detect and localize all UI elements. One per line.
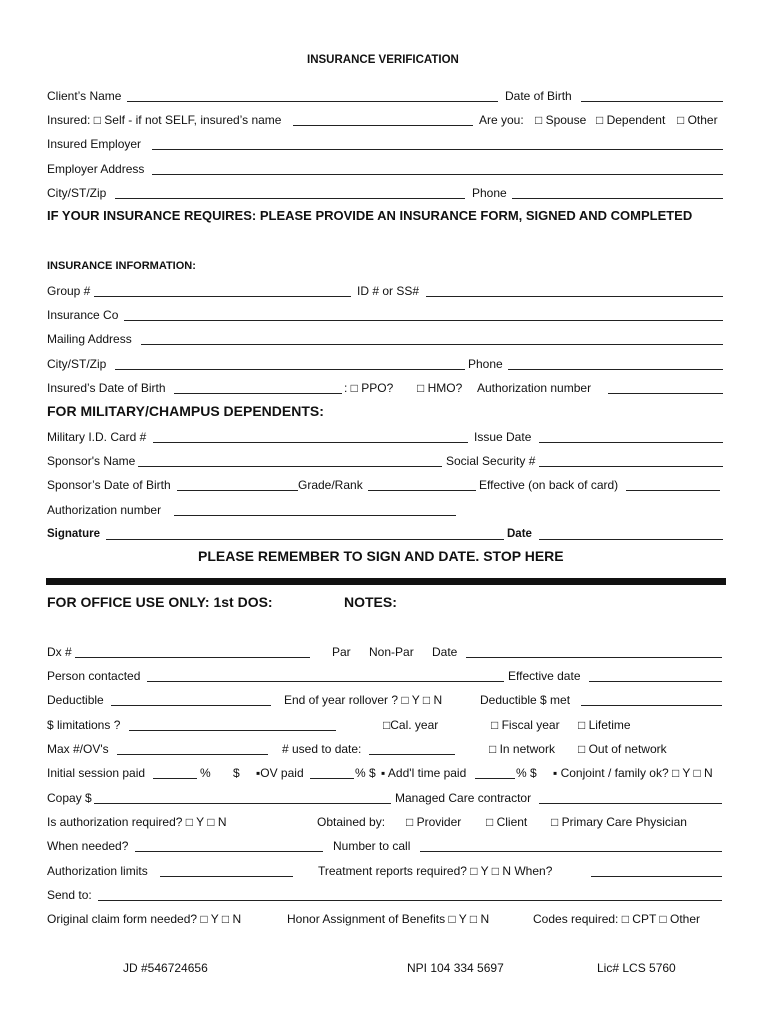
deductible-met-label: Deductible $ met xyxy=(480,693,571,707)
date-of-birth-field[interactable] xyxy=(581,101,723,102)
employer-address-field[interactable] xyxy=(152,174,723,175)
honor-assignment-checkbox[interactable]: Honor Assignment of Benefits □ Y □ N xyxy=(287,912,490,926)
military-id-field[interactable] xyxy=(153,442,468,443)
dx-field[interactable] xyxy=(75,657,310,658)
client-checkbox[interactable]: □ Client xyxy=(486,815,528,829)
auth-limits-field[interactable] xyxy=(160,876,293,877)
clients-name-label: Client’s Name xyxy=(47,89,122,103)
sponsors-name-field[interactable] xyxy=(138,466,442,467)
military-heading: FOR MILITARY/CHAMPUS DEPENDENTS: xyxy=(47,403,324,419)
ins-phone-label: Phone xyxy=(468,357,503,371)
person-contacted-field[interactable] xyxy=(147,681,504,682)
id-ss-label: ID # or SS# xyxy=(357,284,420,298)
city-st-zip-label: City/ST/Zip xyxy=(47,186,107,200)
copay-field[interactable] xyxy=(94,803,391,804)
number-to-call-field[interactable] xyxy=(420,851,722,852)
max-ov-field[interactable] xyxy=(117,754,268,755)
issue-date-field[interactable] xyxy=(539,442,723,443)
mailing-address-label: Mailing Address xyxy=(47,332,132,346)
lifetime-checkbox[interactable]: □ Lifetime xyxy=(578,718,631,732)
ov-paid-label: ▪OV paid xyxy=(256,766,304,780)
page-title: INSURANCE VERIFICATION xyxy=(307,54,459,66)
addl-time-label: ▪ Add'l time paid xyxy=(381,766,467,780)
insured-employer-label: Insured Employer xyxy=(47,137,142,151)
sponsors-dob-label: Sponsor’s Date of Birth xyxy=(47,478,171,492)
clients-name-field[interactable] xyxy=(127,101,498,102)
obtained-by-label: Obtained by: xyxy=(317,815,386,829)
mailing-address-field[interactable] xyxy=(141,344,723,345)
signature-field[interactable] xyxy=(106,539,504,540)
insurance-form-notice: IF YOUR INSURANCE REQUIRES: PLEASE PROVIDE AN INSURANCE FORM, SIGNED AND COMPLETED xyxy=(47,208,693,223)
insurance-co-field[interactable] xyxy=(124,320,723,321)
insured-self-checkbox[interactable]: Insured: □ Self - if not SELF, insured’s name xyxy=(47,113,282,127)
group-field[interactable] xyxy=(94,296,351,297)
auth-limits-label: Authorization limits xyxy=(47,864,148,878)
phone-label: Phone xyxy=(472,186,507,200)
sponsors-name-label: Sponsor's Name xyxy=(47,454,136,468)
issue-date-label: Issue Date xyxy=(474,430,532,444)
ins-city-st-zip-field[interactable] xyxy=(115,369,465,370)
effective-date-label: Effective date xyxy=(508,669,581,683)
social-security-label: Social Security # xyxy=(446,454,536,468)
insurance-info-heading: INSURANCE INFORMATION: xyxy=(47,260,196,272)
sig-date-label: Date xyxy=(507,528,532,540)
addl-time-field[interactable] xyxy=(475,778,515,779)
insured-dob-field[interactable] xyxy=(174,393,342,394)
dollar-sign-1: $ xyxy=(233,766,240,780)
person-contacted-label: Person contacted xyxy=(47,669,141,683)
fiscal-year-checkbox[interactable]: □ Fiscal year xyxy=(491,718,560,732)
when-needed-field[interactable] xyxy=(135,851,323,852)
sponsors-dob-field[interactable] xyxy=(177,490,298,491)
when-field[interactable] xyxy=(591,876,722,877)
insured-name-field[interactable] xyxy=(293,125,473,126)
effective-date-field[interactable] xyxy=(589,681,722,682)
grade-rank-field[interactable] xyxy=(368,490,476,491)
office-date-label: Date xyxy=(432,645,458,659)
number-to-call-label: Number to call xyxy=(333,839,411,853)
used-to-date-field[interactable] xyxy=(369,754,455,755)
treatment-reports-checkbox[interactable]: Treatment reports required? □ Y □ N When? xyxy=(318,864,553,878)
codes-required-checkbox[interactable]: Codes required: □ CPT □ Other xyxy=(533,912,701,926)
send-to-label: Send to: xyxy=(47,888,92,902)
insured-employer-field[interactable] xyxy=(152,149,723,150)
provider-checkbox[interactable]: □ Provider xyxy=(406,815,462,829)
initial-session-field[interactable] xyxy=(153,778,197,779)
deductible-met-field[interactable] xyxy=(581,705,722,706)
initial-session-label: Initial session paid xyxy=(47,766,146,780)
footer-jd: JD #546724656 xyxy=(123,961,208,975)
non-par-option[interactable]: Non-Par xyxy=(369,645,414,659)
office-use-heading: FOR OFFICE USE ONLY: 1st DOS: xyxy=(47,594,273,610)
phone-field[interactable] xyxy=(512,198,723,199)
insured-dob-label: Insured’s Date of Birth xyxy=(47,381,166,395)
pct-sign-2: % $ xyxy=(355,766,376,780)
ins-phone-field[interactable] xyxy=(508,369,723,370)
employer-address-label: Employer Address xyxy=(47,162,145,176)
cal-year-checkbox[interactable]: □Cal. year xyxy=(383,718,439,732)
ins-city-st-zip-label: City/ST/Zip xyxy=(47,357,107,371)
ov-paid-field[interactable] xyxy=(310,778,354,779)
section-divider xyxy=(46,578,726,585)
pct-sign-3: % $ xyxy=(516,766,537,780)
par-option[interactable]: Par xyxy=(332,645,351,659)
original-claim-checkbox[interactable]: Original claim form needed? □ Y □ N xyxy=(47,912,242,926)
deductible-field[interactable] xyxy=(111,705,271,706)
spouse-checkbox[interactable]: □ Spouse xyxy=(535,113,587,127)
limitations-label: $ limitations ? xyxy=(47,718,121,732)
auth-required-checkbox[interactable]: Is authorization required? □ Y □ N xyxy=(47,815,227,829)
other-checkbox[interactable]: □ Other xyxy=(677,113,718,127)
are-you-label: Are you: xyxy=(479,113,524,127)
date-of-birth-label: Date of Birth xyxy=(505,89,572,103)
social-security-field[interactable] xyxy=(539,466,723,467)
copay-label: Copay $ xyxy=(47,791,92,805)
max-ov-label: Max #/OV's xyxy=(47,742,109,756)
dx-label: Dx # xyxy=(47,645,72,659)
end-of-year-rollover[interactable]: End of year rollover ? □ Y □ N xyxy=(284,693,443,707)
ppo-checkbox[interactable]: : □ PPO? xyxy=(344,381,394,395)
signature-label: Signature xyxy=(47,528,101,540)
sig-date-field[interactable] xyxy=(539,539,723,540)
managed-care-label: Managed Care contractor xyxy=(395,791,532,805)
managed-care-field[interactable] xyxy=(539,803,722,804)
conjoint-family-checkbox[interactable]: ▪ Conjoint / family ok? □ Y □ N xyxy=(553,766,713,780)
used-to-date-label: # used to date: xyxy=(282,742,362,756)
id-ss-field[interactable] xyxy=(426,296,723,297)
office-date-field[interactable] xyxy=(466,657,722,658)
mil-auth-number-label: Authorization number xyxy=(47,503,162,517)
sign-reminder: PLEASE REMEMBER TO SIGN AND DATE. STOP HERE xyxy=(198,548,564,564)
send-to-field[interactable] xyxy=(98,900,722,901)
city-st-zip-field[interactable] xyxy=(115,198,465,199)
auth-number-label: Authorization number xyxy=(477,381,592,395)
grade-rank-label: Grade/Rank xyxy=(298,478,363,492)
pct-sign-1: % xyxy=(200,766,211,780)
hmo-checkbox[interactable]: □ HMO? xyxy=(417,381,463,395)
footer-npi: NPI 104 334 5697 xyxy=(407,961,504,975)
effective-field[interactable] xyxy=(626,490,720,491)
auth-number-field[interactable] xyxy=(608,393,723,394)
pcp-checkbox[interactable]: □ Primary Care Physician xyxy=(551,815,687,829)
group-label: Group # xyxy=(47,284,91,298)
deductible-label: Deductible xyxy=(47,693,104,707)
mil-auth-number-field[interactable] xyxy=(174,515,456,516)
when-needed-label: When needed? xyxy=(47,839,129,853)
in-network-checkbox[interactable]: □ In network xyxy=(489,742,555,756)
out-network-checkbox[interactable]: □ Out of network xyxy=(578,742,667,756)
footer-lic: Lic# LCS 5760 xyxy=(597,961,676,975)
dependent-checkbox[interactable]: □ Dependent xyxy=(596,113,666,127)
limitations-field[interactable] xyxy=(129,730,336,731)
effective-label: Effective (on back of card) xyxy=(479,478,619,492)
insurance-co-label: Insurance Co xyxy=(47,308,119,322)
military-id-label: Military I.D. Card # xyxy=(47,430,147,444)
notes-heading: NOTES: xyxy=(344,594,397,610)
